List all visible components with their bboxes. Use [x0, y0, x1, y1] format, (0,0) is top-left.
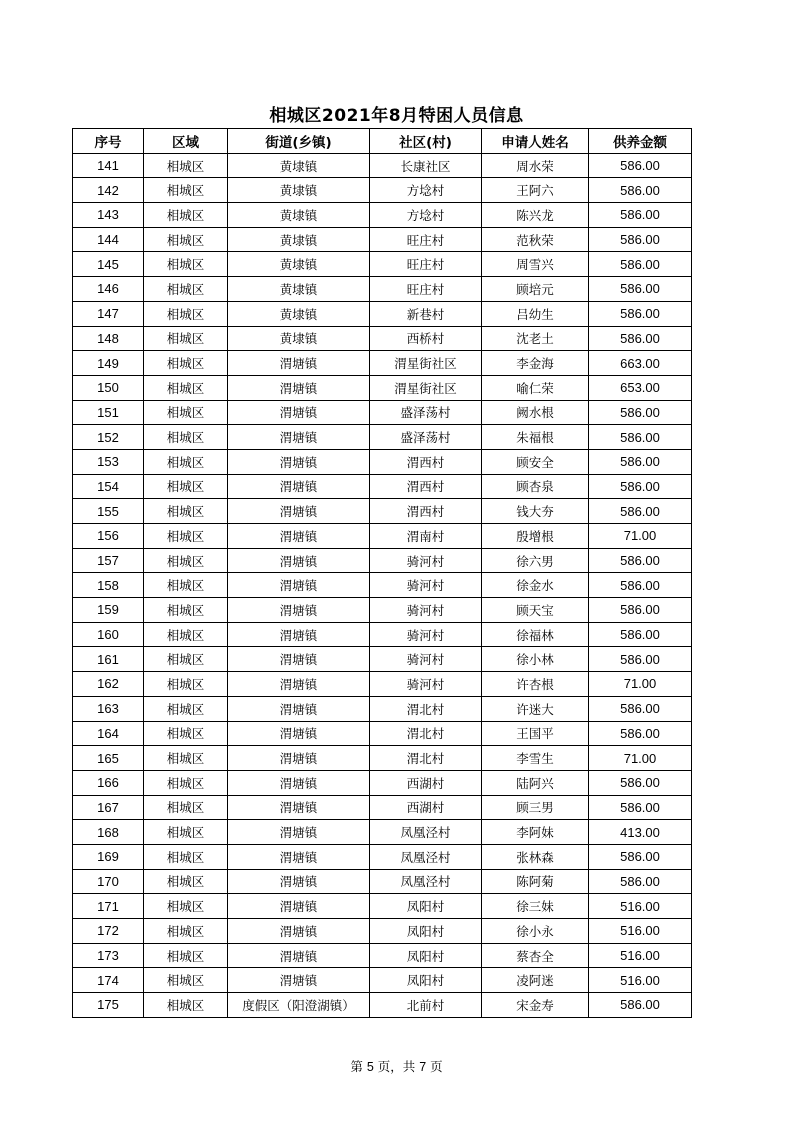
cell-community: 盛泽荡村: [370, 425, 482, 450]
cell-amount: 586.00: [589, 770, 692, 795]
cell-region: 相城区: [144, 696, 228, 721]
cell-region: 相城区: [144, 326, 228, 351]
cell-region: 相城区: [144, 622, 228, 647]
cell-amount: 586.00: [589, 301, 692, 326]
cell-region: 相城区: [144, 844, 228, 869]
cell-street: 黄埭镇: [228, 301, 370, 326]
cell-index: 142: [73, 178, 144, 203]
cell-community: 旺庄村: [370, 277, 482, 302]
cell-street: 渭塘镇: [228, 375, 370, 400]
cell-applicant: 周水荣: [482, 153, 589, 178]
cell-amount: 586.00: [589, 499, 692, 524]
cell-amount: 71.00: [589, 524, 692, 549]
table-row: [73, 968, 692, 993]
cell-region: 相城区: [144, 573, 228, 598]
cell-amount: 586.00: [589, 844, 692, 869]
cell-index: 162: [73, 672, 144, 697]
footer-mid: 页，共: [373, 1059, 420, 1074]
cell-street: 渭塘镇: [228, 869, 370, 894]
cell-region: 相城区: [144, 449, 228, 474]
table-row: [73, 252, 692, 277]
page-footer: [0, 1057, 793, 1075]
cell-street: 渭塘镇: [228, 400, 370, 425]
cell-index: 167: [73, 795, 144, 820]
cell-region: 相城区: [144, 548, 228, 573]
cell-applicant: 朱福根: [482, 425, 589, 450]
cell-amount: 516.00: [589, 943, 692, 968]
cell-applicant: 周雪兴: [482, 252, 589, 277]
cell-index: 166: [73, 770, 144, 795]
table-row: [73, 919, 692, 944]
cell-street: 渭塘镇: [228, 943, 370, 968]
cell-community: 渭南村: [370, 524, 482, 549]
table-row: [73, 820, 692, 845]
cell-amount: 586.00: [589, 573, 692, 598]
cell-amount: 586.00: [589, 795, 692, 820]
cell-region: 相城区: [144, 524, 228, 549]
cell-applicant: 李雪生: [482, 746, 589, 771]
cell-index: 153: [73, 449, 144, 474]
cell-community: 方埝村: [370, 178, 482, 203]
cell-community: 西湖村: [370, 770, 482, 795]
column-header-amount: 供养金额: [589, 129, 692, 154]
cell-applicant: 张林森: [482, 844, 589, 869]
cell-applicant: 徐六男: [482, 548, 589, 573]
table-row: [73, 746, 692, 771]
table-row: [73, 301, 692, 326]
cell-applicant: 陆阿兴: [482, 770, 589, 795]
cell-applicant: 喻仁荣: [482, 375, 589, 400]
table-row: [73, 548, 692, 573]
cell-region: 相城区: [144, 178, 228, 203]
cell-applicant: 王阿六: [482, 178, 589, 203]
cell-community: 渭星街社区: [370, 351, 482, 376]
cell-index: 173: [73, 943, 144, 968]
cell-street: 渭塘镇: [228, 351, 370, 376]
cell-region: 相城区: [144, 351, 228, 376]
cell-street: 渭塘镇: [228, 598, 370, 623]
cell-community: 骑河村: [370, 598, 482, 623]
cell-applicant: 许杏根: [482, 672, 589, 697]
table-row: [73, 524, 692, 549]
cell-amount: 586.00: [589, 326, 692, 351]
table-row: [73, 894, 692, 919]
cell-street: 渭塘镇: [228, 573, 370, 598]
cell-community: 骑河村: [370, 622, 482, 647]
table-row: [73, 672, 692, 697]
cell-community: 渭北村: [370, 746, 482, 771]
cell-street: 渭塘镇: [228, 548, 370, 573]
cell-community: 盛泽荡村: [370, 400, 482, 425]
table-row: [73, 598, 692, 623]
cell-amount: 586.00: [589, 227, 692, 252]
table-row: [73, 153, 692, 178]
cell-index: 154: [73, 474, 144, 499]
table-row: [73, 499, 692, 524]
cell-community: 旺庄村: [370, 227, 482, 252]
cell-index: 160: [73, 622, 144, 647]
cell-street: 渭塘镇: [228, 474, 370, 499]
cell-community: 凤阳村: [370, 894, 482, 919]
cell-amount: 586.00: [589, 400, 692, 425]
cell-amount: 586.00: [589, 598, 692, 623]
cell-street: 渭塘镇: [228, 795, 370, 820]
table-row: [73, 844, 692, 869]
cell-community: 方埝村: [370, 203, 482, 228]
cell-applicant: 顾杏泉: [482, 474, 589, 499]
cell-applicant: 顾培元: [482, 277, 589, 302]
cell-region: 相城区: [144, 919, 228, 944]
table-row: [73, 277, 692, 302]
column-header-index: 序号: [73, 129, 144, 154]
column-header-region: 区域: [144, 129, 228, 154]
cell-community: 骑河村: [370, 647, 482, 672]
cell-region: 相城区: [144, 968, 228, 993]
cell-region: 相城区: [144, 746, 228, 771]
cell-region: 相城区: [144, 943, 228, 968]
cell-community: 骑河村: [370, 548, 482, 573]
cell-region: 相城区: [144, 474, 228, 499]
column-header-community: 社区(村): [370, 129, 482, 154]
cell-amount: 663.00: [589, 351, 692, 376]
cell-index: 165: [73, 746, 144, 771]
cell-index: 158: [73, 573, 144, 598]
cell-community: 新巷村: [370, 301, 482, 326]
table-row: [73, 696, 692, 721]
cell-community: 凤阳村: [370, 968, 482, 993]
cell-index: 145: [73, 252, 144, 277]
table-row: [73, 425, 692, 450]
cell-amount: 586.00: [589, 696, 692, 721]
cell-amount: 71.00: [589, 672, 692, 697]
table-row: [73, 869, 692, 894]
cell-region: 相城区: [144, 672, 228, 697]
cell-street: 渭塘镇: [228, 425, 370, 450]
cell-applicant: 徐小林: [482, 647, 589, 672]
cell-street: 渭塘镇: [228, 499, 370, 524]
cell-applicant: 王国平: [482, 721, 589, 746]
cell-amount: 71.00: [589, 746, 692, 771]
cell-street: 渭塘镇: [228, 844, 370, 869]
table-row: [73, 400, 692, 425]
cell-street: 渭塘镇: [228, 672, 370, 697]
cell-applicant: 陈兴龙: [482, 203, 589, 228]
cell-street: 渭塘镇: [228, 919, 370, 944]
cell-community: 渭西村: [370, 474, 482, 499]
cell-amount: 586.00: [589, 178, 692, 203]
cell-street: 黄埭镇: [228, 252, 370, 277]
table-header-row: [73, 129, 692, 154]
cell-community: 渭西村: [370, 499, 482, 524]
cell-community: 渭北村: [370, 721, 482, 746]
cell-applicant: 徐三妹: [482, 894, 589, 919]
table-row: [73, 943, 692, 968]
cell-region: 相城区: [144, 894, 228, 919]
data-table: [72, 128, 692, 1018]
cell-amount: 586.00: [589, 721, 692, 746]
cell-street: 黄埭镇: [228, 178, 370, 203]
cell-region: 相城区: [144, 203, 228, 228]
cell-street: 渭塘镇: [228, 894, 370, 919]
cell-index: 171: [73, 894, 144, 919]
cell-index: 157: [73, 548, 144, 573]
cell-index: 164: [73, 721, 144, 746]
cell-amount: 413.00: [589, 820, 692, 845]
cell-amount: 586.00: [589, 474, 692, 499]
cell-amount: 586.00: [589, 425, 692, 450]
cell-amount: 586.00: [589, 548, 692, 573]
cell-amount: 586.00: [589, 869, 692, 894]
cell-community: 西桥村: [370, 326, 482, 351]
cell-index: 150: [73, 375, 144, 400]
cell-region: 相城区: [144, 795, 228, 820]
cell-amount: 586.00: [589, 993, 692, 1018]
cell-community: 北前村: [370, 993, 482, 1018]
cell-applicant: 阙水根: [482, 400, 589, 425]
cell-index: 146: [73, 277, 144, 302]
cell-amount: 653.00: [589, 375, 692, 400]
cell-amount: 516.00: [589, 968, 692, 993]
cell-street: 度假区（阳澄湖镇）: [228, 993, 370, 1018]
cell-applicant: 范秋荣: [482, 227, 589, 252]
cell-amount: 586.00: [589, 203, 692, 228]
cell-region: 相城区: [144, 499, 228, 524]
table-row: [73, 770, 692, 795]
cell-community: 骑河村: [370, 672, 482, 697]
cell-community: 西湖村: [370, 795, 482, 820]
cell-region: 相城区: [144, 425, 228, 450]
cell-applicant: 徐福林: [482, 622, 589, 647]
column-header-applicant: 申请人姓名: [482, 129, 589, 154]
cell-applicant: 陈阿菊: [482, 869, 589, 894]
cell-community: 凤凰泾村: [370, 869, 482, 894]
cell-applicant: 顾三男: [482, 795, 589, 820]
cell-amount: 586.00: [589, 647, 692, 672]
cell-region: 相城区: [144, 277, 228, 302]
table-row: [73, 178, 692, 203]
cell-applicant: 殷增根: [482, 524, 589, 549]
cell-index: 174: [73, 968, 144, 993]
cell-index: 159: [73, 598, 144, 623]
cell-index: 175: [73, 993, 144, 1018]
cell-street: 渭塘镇: [228, 524, 370, 549]
table-row: [73, 375, 692, 400]
cell-index: 169: [73, 844, 144, 869]
cell-street: 渭塘镇: [228, 820, 370, 845]
cell-community: 凤凰泾村: [370, 844, 482, 869]
cell-community: 凤凰泾村: [370, 820, 482, 845]
table-row: [73, 203, 692, 228]
cell-community: 凤阳村: [370, 919, 482, 944]
cell-index: 152: [73, 425, 144, 450]
cell-applicant: 李阿妹: [482, 820, 589, 845]
footer-total-pages: 7: [419, 1060, 427, 1074]
table-row: [73, 449, 692, 474]
cell-street: 渭塘镇: [228, 449, 370, 474]
cell-street: 渭塘镇: [228, 770, 370, 795]
cell-amount: 586.00: [589, 153, 692, 178]
cell-street: 黄埭镇: [228, 277, 370, 302]
cell-community: 长康社区: [370, 153, 482, 178]
cell-region: 相城区: [144, 869, 228, 894]
cell-region: 相城区: [144, 721, 228, 746]
cell-region: 相城区: [144, 153, 228, 178]
cell-index: 151: [73, 400, 144, 425]
footer-page-number: 5: [366, 1060, 374, 1074]
footer-suffix: 页: [426, 1059, 443, 1074]
cell-applicant: 凌阿迷: [482, 968, 589, 993]
cell-applicant: 许迷大: [482, 696, 589, 721]
cell-region: 相城区: [144, 647, 228, 672]
column-header-street: 街道(乡镇): [228, 129, 370, 154]
cell-index: 168: [73, 820, 144, 845]
cell-street: 黄埭镇: [228, 203, 370, 228]
cell-index: 143: [73, 203, 144, 228]
cell-amount: 516.00: [589, 894, 692, 919]
table-row: [73, 573, 692, 598]
cell-applicant: 顾安全: [482, 449, 589, 474]
cell-region: 相城区: [144, 375, 228, 400]
table-row: [73, 993, 692, 1018]
cell-index: 155: [73, 499, 144, 524]
cell-street: 黄埭镇: [228, 326, 370, 351]
cell-applicant: 顾天宝: [482, 598, 589, 623]
cell-applicant: 徐小永: [482, 919, 589, 944]
cell-community: 骑河村: [370, 573, 482, 598]
cell-community: 凤阳村: [370, 943, 482, 968]
cell-index: 170: [73, 869, 144, 894]
cell-street: 黄埭镇: [228, 227, 370, 252]
cell-amount: 586.00: [589, 449, 692, 474]
cell-index: 156: [73, 524, 144, 549]
cell-amount: 586.00: [589, 252, 692, 277]
table-row: [73, 326, 692, 351]
table-row: [73, 721, 692, 746]
footer-prefix: 第: [350, 1059, 367, 1074]
cell-street: 渭塘镇: [228, 968, 370, 993]
cell-index: 141: [73, 153, 144, 178]
cell-applicant: 李金海: [482, 351, 589, 376]
cell-street: 渭塘镇: [228, 746, 370, 771]
cell-index: 161: [73, 647, 144, 672]
cell-community: 渭北村: [370, 696, 482, 721]
cell-index: 147: [73, 301, 144, 326]
cell-street: 渭塘镇: [228, 696, 370, 721]
cell-region: 相城区: [144, 770, 228, 795]
cell-applicant: 宋金寿: [482, 993, 589, 1018]
cell-street: 黄埭镇: [228, 153, 370, 178]
cell-index: 144: [73, 227, 144, 252]
cell-applicant: 徐金水: [482, 573, 589, 598]
cell-street: 渭塘镇: [228, 622, 370, 647]
table-row: [73, 474, 692, 499]
cell-region: 相城区: [144, 252, 228, 277]
cell-community: 旺庄村: [370, 252, 482, 277]
cell-applicant: 吕幼生: [482, 301, 589, 326]
cell-index: 163: [73, 696, 144, 721]
cell-region: 相城区: [144, 227, 228, 252]
cell-region: 相城区: [144, 400, 228, 425]
cell-region: 相城区: [144, 993, 228, 1018]
table-row: [73, 622, 692, 647]
cell-region: 相城区: [144, 598, 228, 623]
table-row: [73, 647, 692, 672]
cell-amount: 586.00: [589, 622, 692, 647]
cell-amount: 586.00: [589, 277, 692, 302]
cell-index: 172: [73, 919, 144, 944]
table-row: [73, 795, 692, 820]
cell-applicant: 蔡杏全: [482, 943, 589, 968]
cell-amount: 516.00: [589, 919, 692, 944]
table-row: [73, 227, 692, 252]
cell-region: 相城区: [144, 301, 228, 326]
page-title: 相城区2021年8月特困人员信息: [269, 106, 524, 126]
cell-index: 149: [73, 351, 144, 376]
cell-community: 渭西村: [370, 449, 482, 474]
cell-index: 148: [73, 326, 144, 351]
cell-applicant: 沈老土: [482, 326, 589, 351]
cell-street: 渭塘镇: [228, 647, 370, 672]
cell-region: 相城区: [144, 820, 228, 845]
table-row: [73, 351, 692, 376]
table-body: [73, 153, 692, 1017]
cell-community: 渭星街社区: [370, 375, 482, 400]
cell-street: 渭塘镇: [228, 721, 370, 746]
cell-applicant: 钱大夯: [482, 499, 589, 524]
